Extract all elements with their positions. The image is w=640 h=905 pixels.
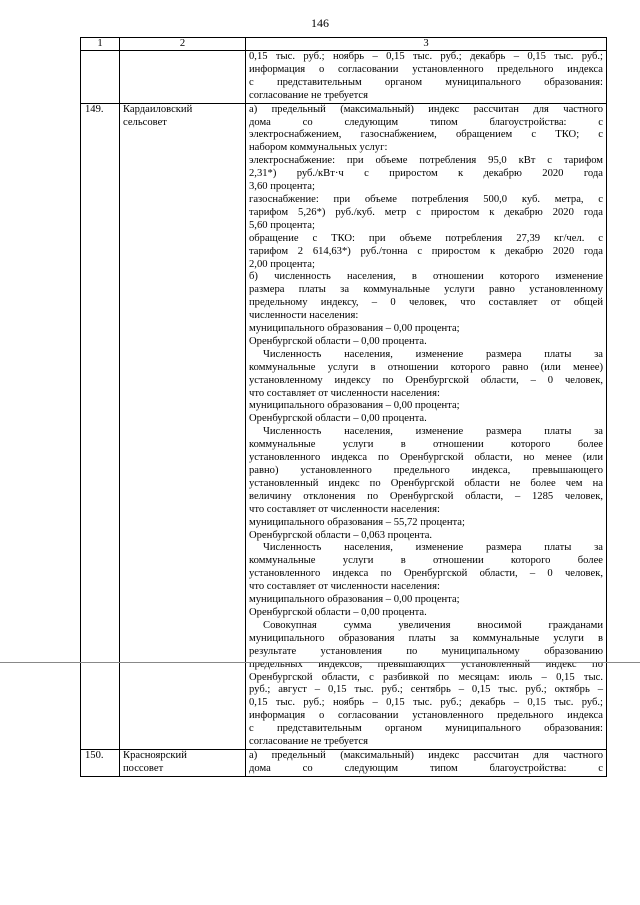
text-line: что составляет от численности населения:	[249, 581, 440, 593]
text-line: тарифом 5,26*) руб./куб. метр с приростом к декабрю 2020 года	[249, 206, 603, 218]
municipality-name-line: поссовет	[123, 762, 164, 774]
text-line: 0,15 тыс. руб.; ноябрь – 0,15 тыс. руб.; декабрь – 0,15 тыс. руб.;	[249, 51, 603, 62]
text-line: коммунальные услуги в отношении которого равно (или менее)	[249, 361, 603, 373]
text-line: величину отклонения по Оренбургской области, – 1285 человек,	[249, 490, 603, 502]
indices-table	[80, 37, 607, 777]
text-line: муниципального образования платы за коммунальные услуги в	[249, 632, 603, 644]
municipality-name	[120, 749, 246, 776]
text-line: муниципального образования – 0,00 процента;	[249, 400, 460, 412]
municipality-name-line: Красноярский	[123, 749, 187, 761]
text-line: обращение с ТКО: при объеме потребления 27,39 кг/чел. с	[249, 232, 603, 244]
row-number: 149.	[81, 103, 120, 749]
text-line: набором коммунальных услуг:	[249, 142, 388, 154]
details-cell	[246, 51, 607, 104]
text-line: Оренбургской области – 0,00 процента.	[249, 335, 427, 347]
text-line: дома со следующим типом благоустройства: с	[249, 116, 603, 128]
text-line: Оренбургской области – 0,00 процента.	[249, 606, 427, 618]
text-line: Численность населения, изменение размера платы за	[263, 348, 603, 360]
text-line: 2,00 процента;	[249, 258, 315, 270]
page-number: 146	[311, 16, 329, 30]
text-line: согласование не требуется	[249, 89, 369, 101]
text-line: 5,60 процента;	[249, 219, 315, 231]
text-line: а) предельный (максимальный) индекс рассчитан для частного	[249, 103, 603, 115]
text-line: муниципального образования – 0,00 процента;	[249, 594, 460, 606]
text-line: размера платы за коммунальные услуги равно установленному	[249, 284, 603, 296]
text-line: согласование не требуется	[249, 736, 369, 748]
text-line: установленному индексу по Оренбургской области, – 0 человек,	[249, 374, 603, 386]
text-line: б) численность населения, в отношении которого изменение	[249, 271, 603, 283]
text-line: информация о согласовании установленного предельного индекса	[249, 710, 603, 722]
text-line: Оренбургской области – 0,00 процента.	[249, 413, 427, 425]
text-line: тарифом 2 614,63*) руб./тонна с приростом к декабрю 2020 года	[249, 245, 603, 257]
text-line: Совокупная сумма увеличения вносимой гражданами	[263, 619, 603, 631]
column-header-2: 2	[120, 38, 246, 51]
text-line: установленного индекса по Оренбургской области, но менее (или	[249, 452, 603, 464]
text-line: предельному индексу, – 0 человек, что составляет от общей	[249, 297, 603, 309]
text-line: численности населения:	[249, 310, 359, 322]
text-line: коммунальные услуги в отношении которого более	[249, 555, 603, 567]
text-line: Оренбургской области, с разбивкой по месяцам: июль – 0,15 тыс.	[249, 671, 603, 683]
municipality-name-line: Кардаиловский	[123, 103, 193, 115]
text-line: а) предельный (максимальный) индекс рассчитан для частного	[249, 749, 603, 761]
text-line: что составляет от численности населения:	[249, 387, 440, 399]
column-header-3: 3	[246, 38, 607, 51]
table-header-row	[81, 38, 607, 51]
table-row	[81, 749, 607, 776]
table-row-continuation	[81, 51, 607, 104]
text-line: установленного индекса по Оренбургской области, – 0 человек,	[249, 568, 603, 580]
text-line: Численность населения, изменение размера платы за	[263, 542, 603, 554]
text-line: муниципального образования – 0,00 процента;	[249, 323, 460, 335]
municipality-cell	[120, 51, 246, 104]
text-line: Оренбургской области – 0,063 процента.	[249, 529, 433, 541]
text-line: 3,60 процента;	[249, 181, 315, 193]
column-header-1: 1	[81, 38, 120, 51]
details-cell	[246, 749, 607, 776]
text-line: электроснабжение: при объеме потребления 95,0 кВт с тарифом	[249, 155, 603, 167]
details-cell	[246, 103, 607, 749]
text-line: результате установления по муниципальному образованию	[249, 645, 603, 657]
text-line: информация о согласовании установленного предельного индекса	[249, 63, 603, 75]
text-line: с представительным органом муниципального образования:	[249, 76, 603, 88]
row-number-cell	[81, 51, 120, 104]
text-line: 0,15 тыс. руб.; ноябрь – 0,15 тыс. руб.; декабрь – 0,15 тыс. руб.;	[249, 697, 603, 709]
text-line: руб.; август – 0,15 тыс. руб.; сентябрь – 0,15 тыс. руб.; октябрь –	[249, 684, 603, 696]
text-line: газоснабжение: при объеме потребления 500,0 куб. метра, с	[249, 193, 603, 205]
text-line: что составляет от численности населения:	[249, 503, 440, 515]
text-line: установленный индекс по Оренбургской области не более чем на	[249, 477, 603, 489]
text-line: дома со следующим типом благоустройства: с	[249, 762, 603, 774]
text-line: равно) установленного предельного индекса, превышающего	[249, 465, 603, 476]
row-number: 150.	[81, 749, 120, 776]
municipality-name	[120, 103, 246, 749]
table-row	[81, 103, 607, 749]
text-line: коммунальные услуги в отношении которого более	[249, 439, 603, 451]
text-line: 2,31*) руб./кВт·ч с приростом к декабрю 2020 года	[249, 168, 603, 180]
text-line: предельных индексов, превышающих установленный индекс по	[249, 658, 603, 670]
municipality-name-line: сельсовет	[123, 116, 167, 128]
text-line: электроснабжением, газоснабжением, обращением с ТКО; с	[249, 129, 603, 141]
text-line: муниципального образования – 55,72 процента;	[249, 516, 465, 528]
text-line: Численность населения, изменение размера платы за	[263, 426, 603, 438]
page-separator-line	[0, 662, 640, 663]
text-line: с представительным органом муниципального образования:	[249, 723, 603, 735]
